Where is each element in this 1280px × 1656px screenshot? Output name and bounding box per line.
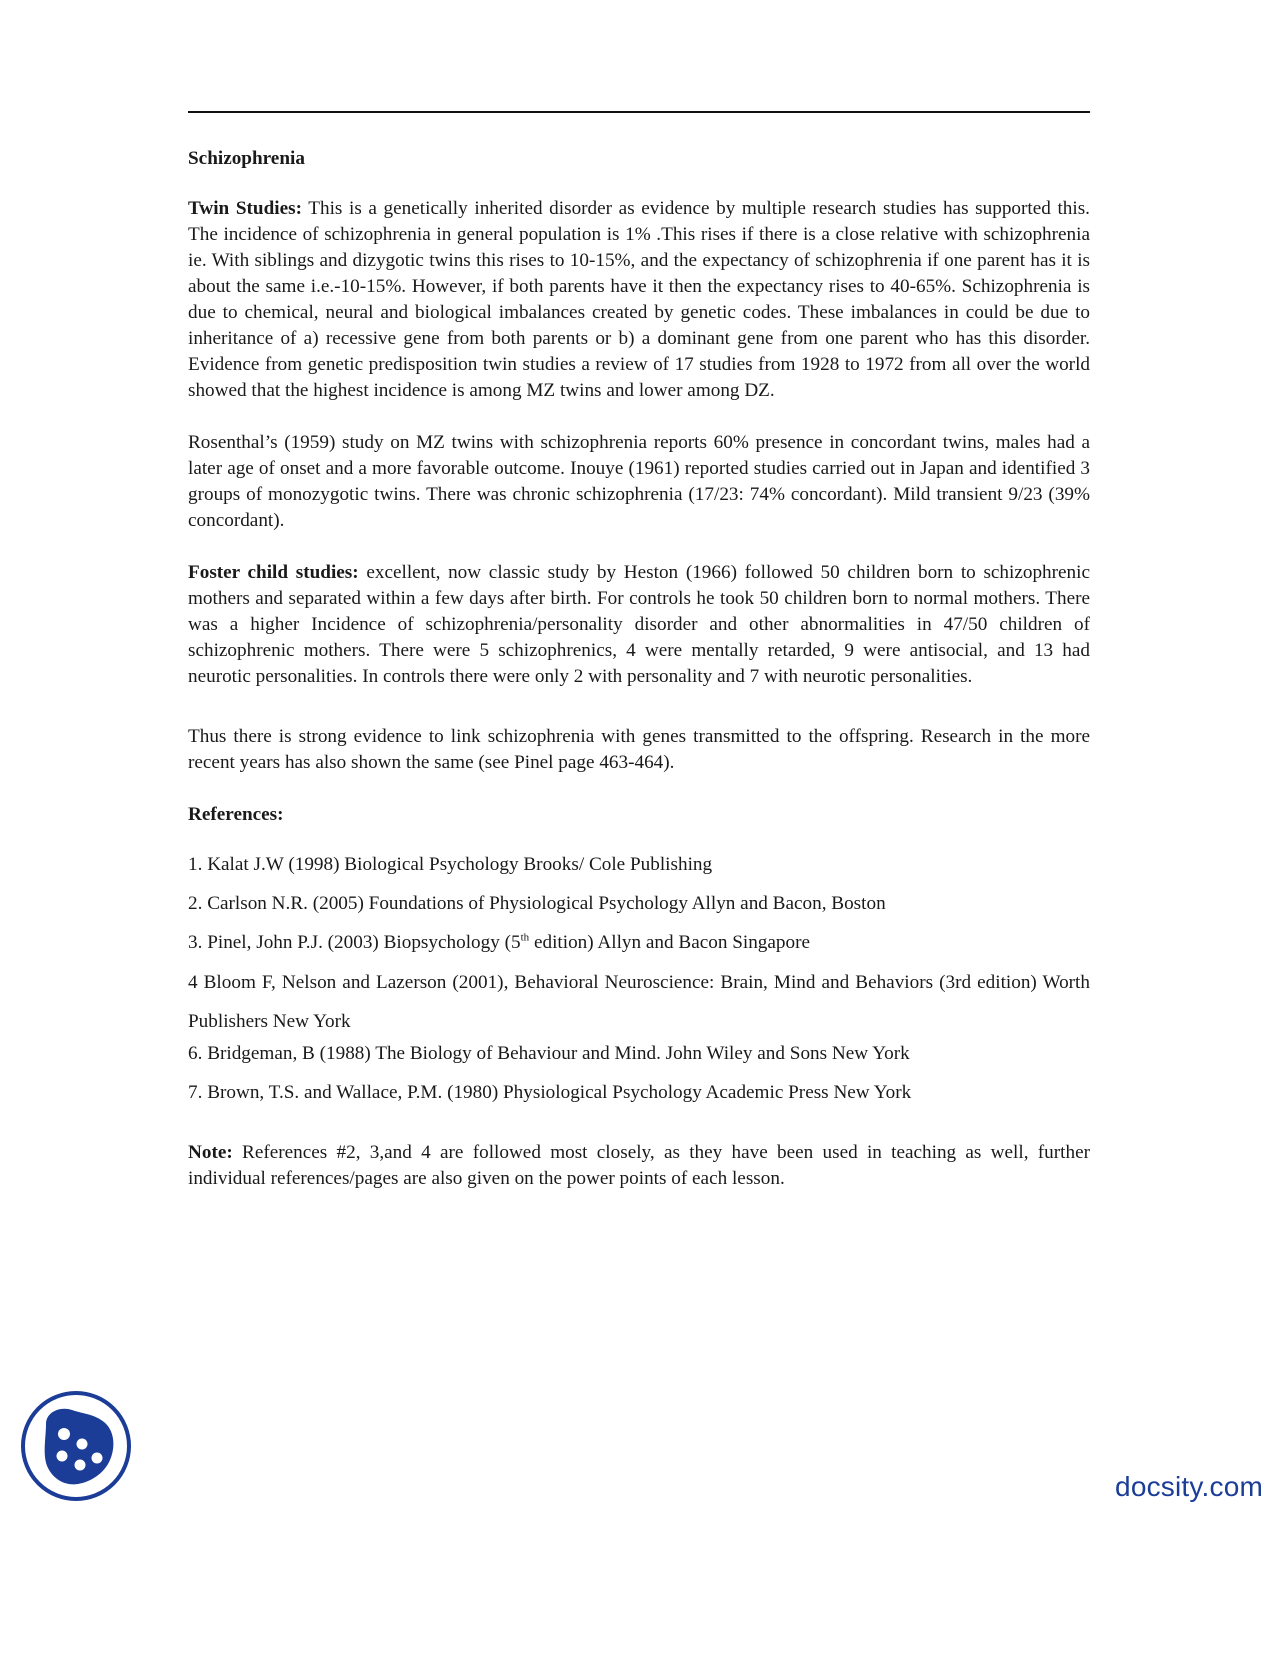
reference-item: 1. Kalat J.W (1998) Biological Psychology Brooks/ Cole Publishing xyxy=(188,854,713,875)
reference-item: 7. Brown, T.S. and Wallace, P.M. (1980) Physiological Psychology Academic Press New York xyxy=(188,1082,912,1103)
docsity-logo-graphic xyxy=(20,1390,132,1502)
note-paragraph xyxy=(188,1140,1090,1192)
foster-child-text: excellent, now classic study by Heston (1966) followed 50 children born to schizophrenic mothers and separated within a few days after birth. For controls he took 50 children born to normal mothers. There was a higher Incidence of schizophrenia/personality disorder and other abnormalities in 47/50 children of schizophrenic mothers. There were 5 schizophrenics, 4 were mentally retarded, 9 were antisocial, and 13 had neurotic personalities. In controls there were only 2 with personality and 7 with neurotic personalities. xyxy=(188,562,1090,687)
twin-studies-heading: Twin Studies: xyxy=(188,198,302,219)
rosenthal-paragraph: Rosenthal’s (1959) study on MZ twins with schizophrenia reports 60% presence in concordant twins, males had a later age of onset and a more favorable outcome. Inouye (1961) reported studies carried out in Japan and identified 3 groups of monozygotic twins. There was chronic schizophrenia (17/23: 74% concordant). Mild transient 9/23 (39% concordant). xyxy=(188,432,1090,531)
note-heading: Note: xyxy=(188,1142,233,1163)
foster-child-heading: Foster child studies: xyxy=(188,562,359,583)
document-body xyxy=(188,146,1090,1218)
references-list xyxy=(188,852,1090,1106)
reference-item: 3. Pinel, John P.J. (2003) Biopsychology (5th edition) Allyn and Bacon Singapore xyxy=(188,931,811,953)
foster-child-paragraph xyxy=(188,560,1090,690)
note-text: References #2, 3,and 4 are followed most closely, as they have been used in teaching as well, further individual references/pages are also given on the power points of each lesson. xyxy=(188,1142,1090,1189)
superscript: th xyxy=(520,931,530,944)
header-rule xyxy=(188,111,1090,113)
references-heading: References: xyxy=(188,804,284,825)
reference-item: 2. Carlson N.R. (2005) Foundations of Physiological Psychology Allyn and Bacon, Boston xyxy=(188,893,886,914)
twin-studies-text: This is a genetically inherited disorder as evidence by multiple research studies has supported this. The incidence of schizophrenia in general population is 1% .This rises if there is a close relative with schizophrenia ie. With siblings and dizygotic twins this rises to 10-15%, and the expectancy of schizophrenia if one parent has it is about the same i.e.-10-15%. However, if both parents have it then the expectancy rises to 40-65%. Schizophrenia is due to chemical, neural and biological imbalances created by genetic codes. These imbalances in could be due to inheritance of a) recessive gene from both parents or b) a dominant gene from one parent who has this disorder. Evidence from genetic predisposition twin studies a review of 17 studies from 1928 to 1972 from all over the world showed that the highest incidence is among MZ twins and lower among DZ. xyxy=(188,198,1090,401)
reference-item: 6. Bridgeman, B (1988) The Biology of Behaviour and Mind. John Wiley and Sons New York xyxy=(188,1043,910,1064)
docsity-logo-icon[interactable] xyxy=(20,1390,132,1502)
twin-studies-paragraph xyxy=(188,196,1090,404)
reference-item: 4 Bloom F, Nelson and Lazerson (2001), Behavioral Neuroscience: Brain, Mind and Behaviors (3rd edition) Worth Publishers New York xyxy=(188,972,1090,1032)
docsity-brand-link[interactable]: docsity.com xyxy=(1115,1471,1263,1502)
conclusion-paragraph: Thus there is strong evidence to link schizophrenia with genes transmitted to the offspring. Research in the more recent years has also shown the same (see Pinel page 463-464). xyxy=(188,726,1090,773)
document-title: Schizophrenia xyxy=(188,148,305,169)
